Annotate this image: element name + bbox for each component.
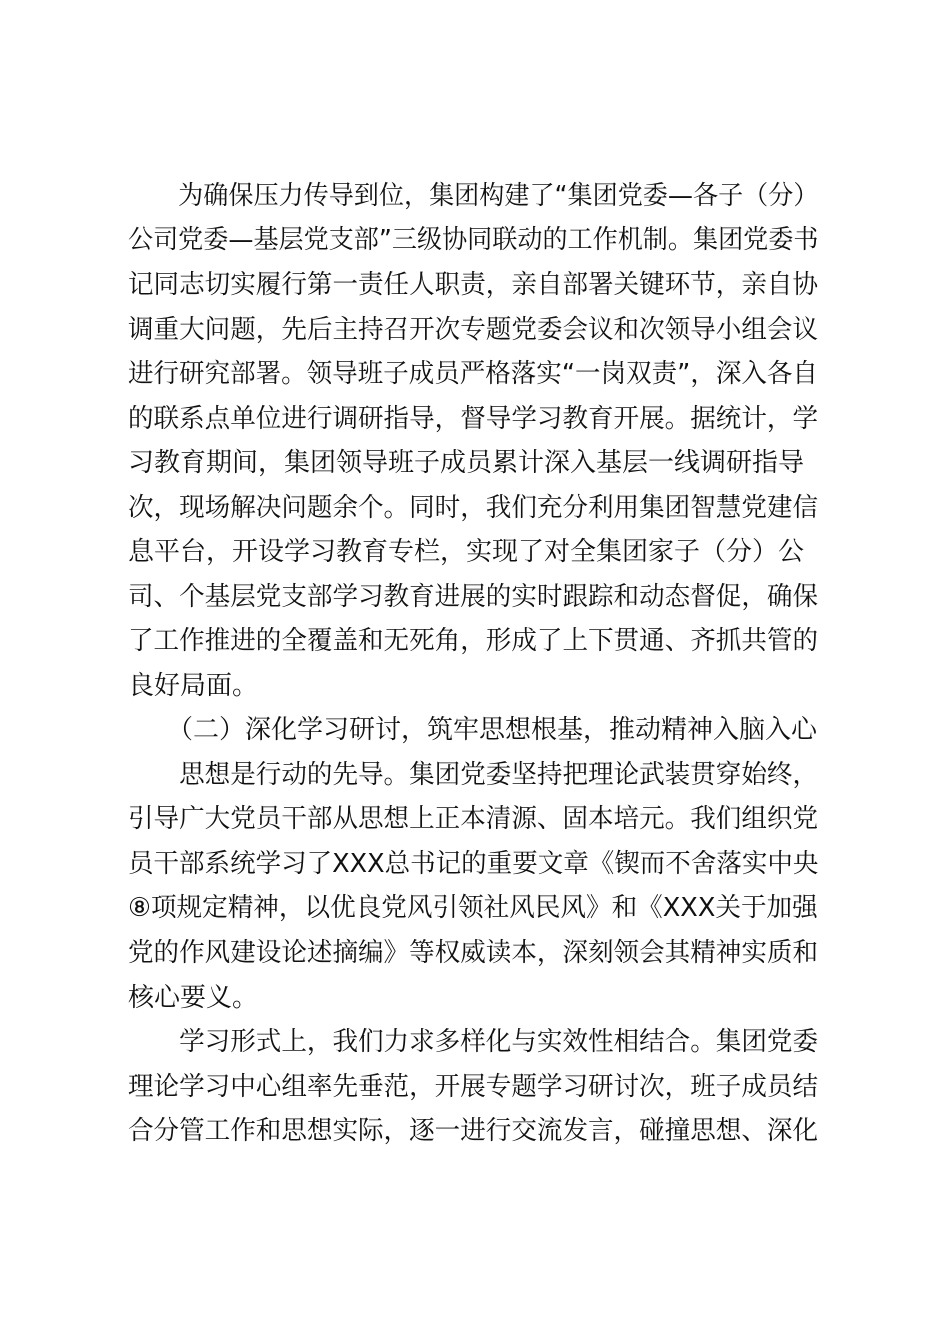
text-line: 习教育期间，集团领导班子成员累计深入基层一线调研指导 [128,448,805,478]
text-line: 理论学习中心组率先垂范，开展专题学习研讨次，班子成员结 [128,1072,819,1102]
text-line: 调重大问题，先后主持召开次专题党委会议和次领导小组会议 [128,315,819,345]
text-line: 员干部系统学习了XXX总书记的重要文章《锲而不舍落实中央 [128,849,819,879]
text-line: 为确保压力传导到位，集团构建了“集团党委—各子（分） [128,181,819,211]
text-line: ⑧项规定精神，以优良党风引领社风民风》和《XXX关于加强 [128,893,818,923]
text-line: 合分管工作和思想实际，逐一进行交流发言，碰撞思想、深化 [128,1116,819,1146]
text-line: 核心要义。 [128,983,259,1013]
text-line: 的联系点单位进行调研指导，督导学习教育开展。据统计，学 [128,404,819,434]
text-line: 思想是行动的先导。集团党委坚持把理论武装贯穿始终， [128,760,819,790]
text-line: 党的作风建设论述摘编》等权威读本，深刻领会其精神实质和 [128,938,819,968]
text-line: 公司党委—基层党支部”三级协同联动的工作机制。集团党委书 [128,225,819,255]
text-line: 了工作推进的全覆盖和无死角，形成了上下贯通、齐抓共管的 [128,626,819,656]
text-line: 息平台，开设学习教育专栏，实现了对全集团家子（分）公 [128,537,805,567]
text-line: 良好局面。 [128,671,259,701]
text-line: 记同志切实履行第一责任人职责，亲自部署关键环节，亲自协 [128,270,819,300]
text-line: 进行研究部署。领导班子成员严格落实“一岗双责”，深入各自 [128,359,818,389]
text-line: 学习形式上，我们力求多样化与实效性相结合。集团党委 [128,1027,819,1057]
text-line: 引导广大党员干部从思想上正本清源、固本培元。我们组织党 [128,804,819,834]
section-heading: （二）深化学习研讨，筑牢思想根基，推动精神入脑入心 [128,715,818,745]
text-line: 次，现场解决问题余个。同时，我们充分利用集团智慧党建信 [128,493,819,523]
text-line: 司、个基层党支部学习教育进展的实时跟踪和动态督促，确保 [128,582,819,612]
